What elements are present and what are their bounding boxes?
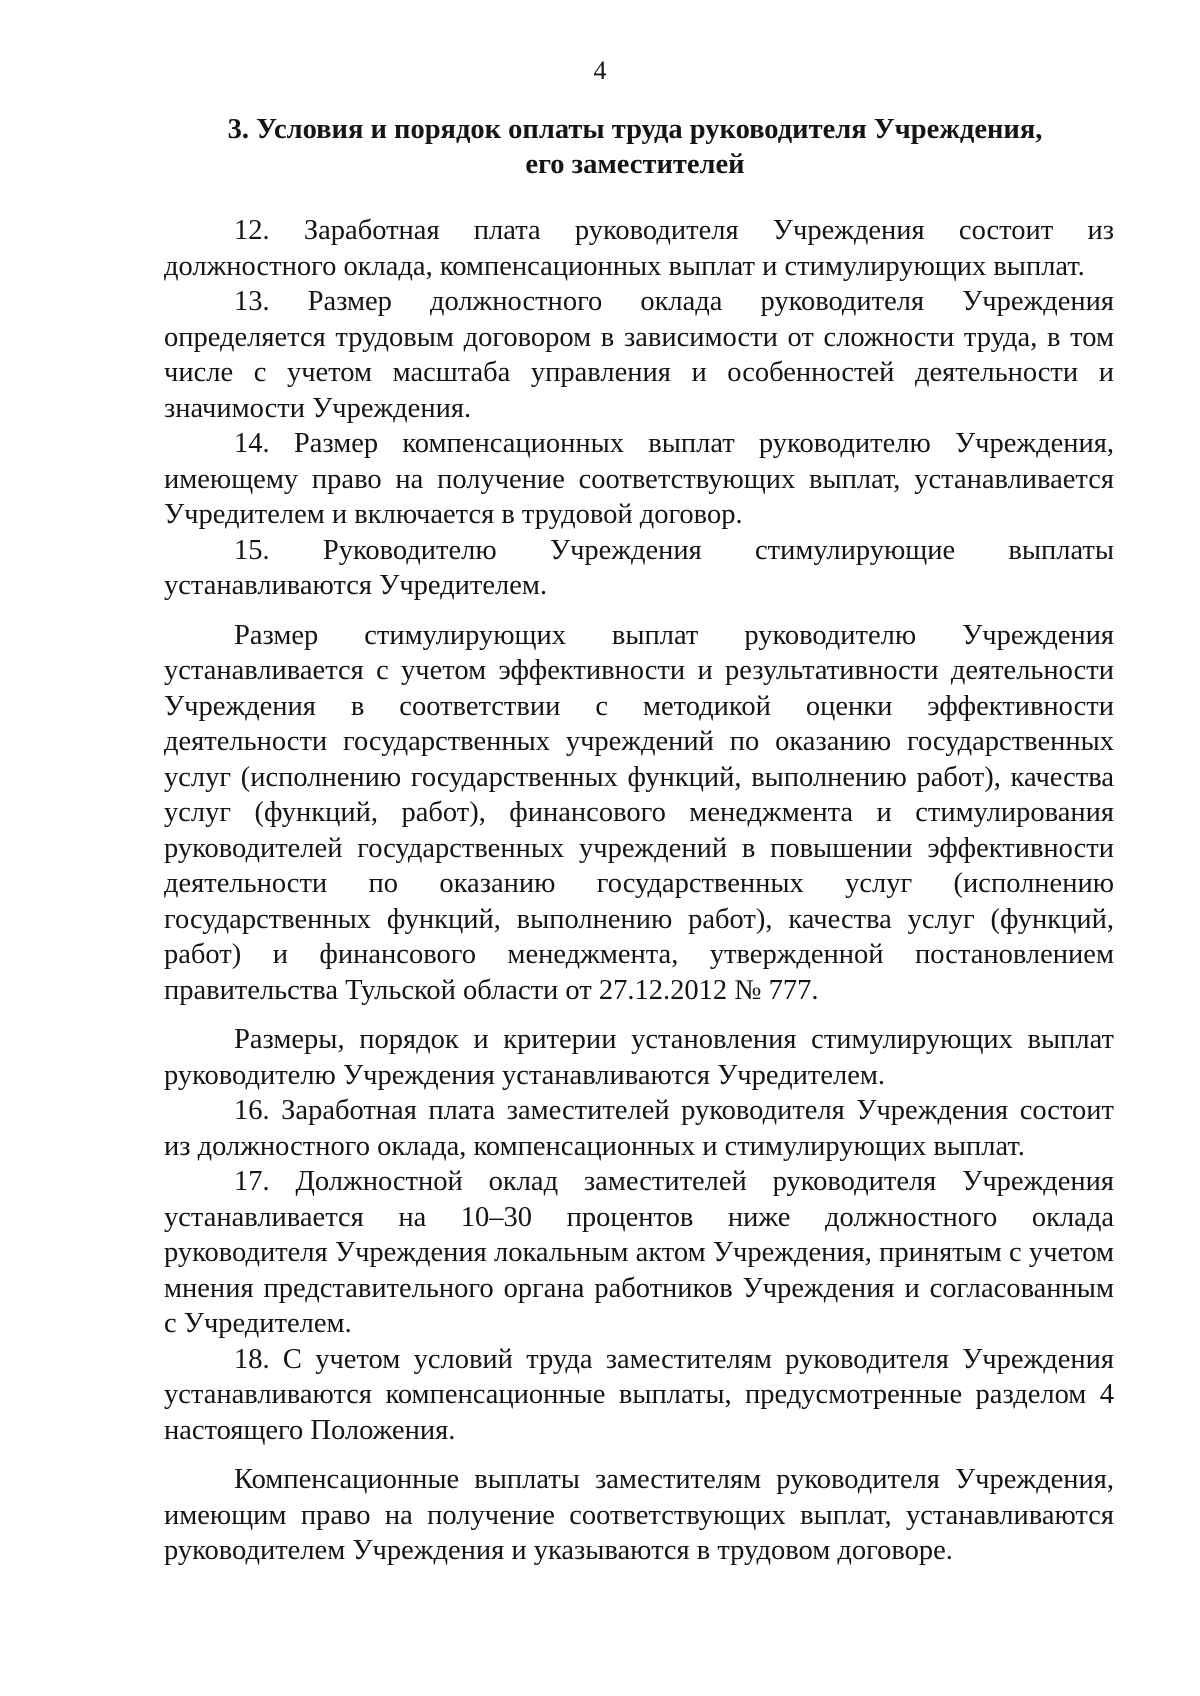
paragraph-18: 18. С учетом условий труда заместителям руководителя Учреждения устанавливаются компенсационные выплаты, предусмотренные разделом 4 настоящего Положения. bbox=[164, 1343, 1114, 1446]
paragraph-17: 17. Должностной оклад заместителей руководителя Учреждения устанавливается на 10–30 процентов ниже должностного оклада руководителя Учреждения локальным актом Учреждения, принятым с учетом мнения представительного органа работников Учреждения и согласованным с Учредителем. bbox=[164, 1166, 1114, 1339]
section-title bbox=[160, 112, 1110, 182]
paragraph-14: 14. Размер компенсационных выплат руководителю Учреждения, имеющему право на получение соответствующих выплат, устанавливается Учредителем и включается в трудовой договор. bbox=[164, 428, 1114, 530]
paragraph-16: 16. Заработная плата заместителей руководителя Учреждения состоит из должностного оклада, компенсационных и стимулирующих выплат. bbox=[164, 1095, 1114, 1162]
paragraph-18-compensation: Компенсационные выплаты заместителям руководителя Учреждения, имеющим право на получение соответствующих выплат, устанавливаются руководителем Учреждения и указываются в трудовом договоре. bbox=[164, 1464, 1114, 1566]
paragraph-13: 13. Размер должностного оклада руководителя Учреждения определяется трудовым договором в зависимости от сложности труда, в том числе с учетом масштаба управления и особенностей деятельности и значимости Учреждения. bbox=[164, 286, 1114, 424]
paragraph-12: 12. Заработная плата руководителя Учреждения состоит из должностного оклада, компенсационных выплат и стимулирующих выплат. bbox=[164, 215, 1114, 282]
section-title-line-1: 3. Условия и порядок оплаты труда руководителя Учреждения, bbox=[227, 114, 1043, 145]
paragraph-15-criteria: Размеры, порядок и критерии установления стимулирующих выплат руководителю Учреждения устанавливаются Учредителем. bbox=[164, 1024, 1114, 1091]
body-text bbox=[164, 213, 1114, 1569]
paragraph-15-stimulus-size: Размер стимулирующих выплат руководителю Учреждения устанавливается с учетом эффективности и результативности деятельности Учреждения в соответствии с методикой оценки эффективности деятельности государственных учреждений по оказанию государственных услуг (исполнению государственных функций, выполнению работ), качества услуг (функций, работ), финансового менеджмента и стимулирования руководителей государственных учреждений в повышении эффективности деятельности по оказанию государственных услуг (исполнению государственных функций, выполнению работ), качества услуг (функций, работ) и финансового менеджмента, утвержденной постановлением правительства Тульской области от 27.12.2012 № 777. bbox=[164, 619, 1114, 1006]
page-number: 4 bbox=[593, 56, 607, 85]
paragraph-15: 15. Руководителю Учреждения стимулирующие выплаты устанавливаются Учредителем. bbox=[164, 534, 1114, 601]
section-title-line-2: его заместителей bbox=[525, 149, 745, 180]
